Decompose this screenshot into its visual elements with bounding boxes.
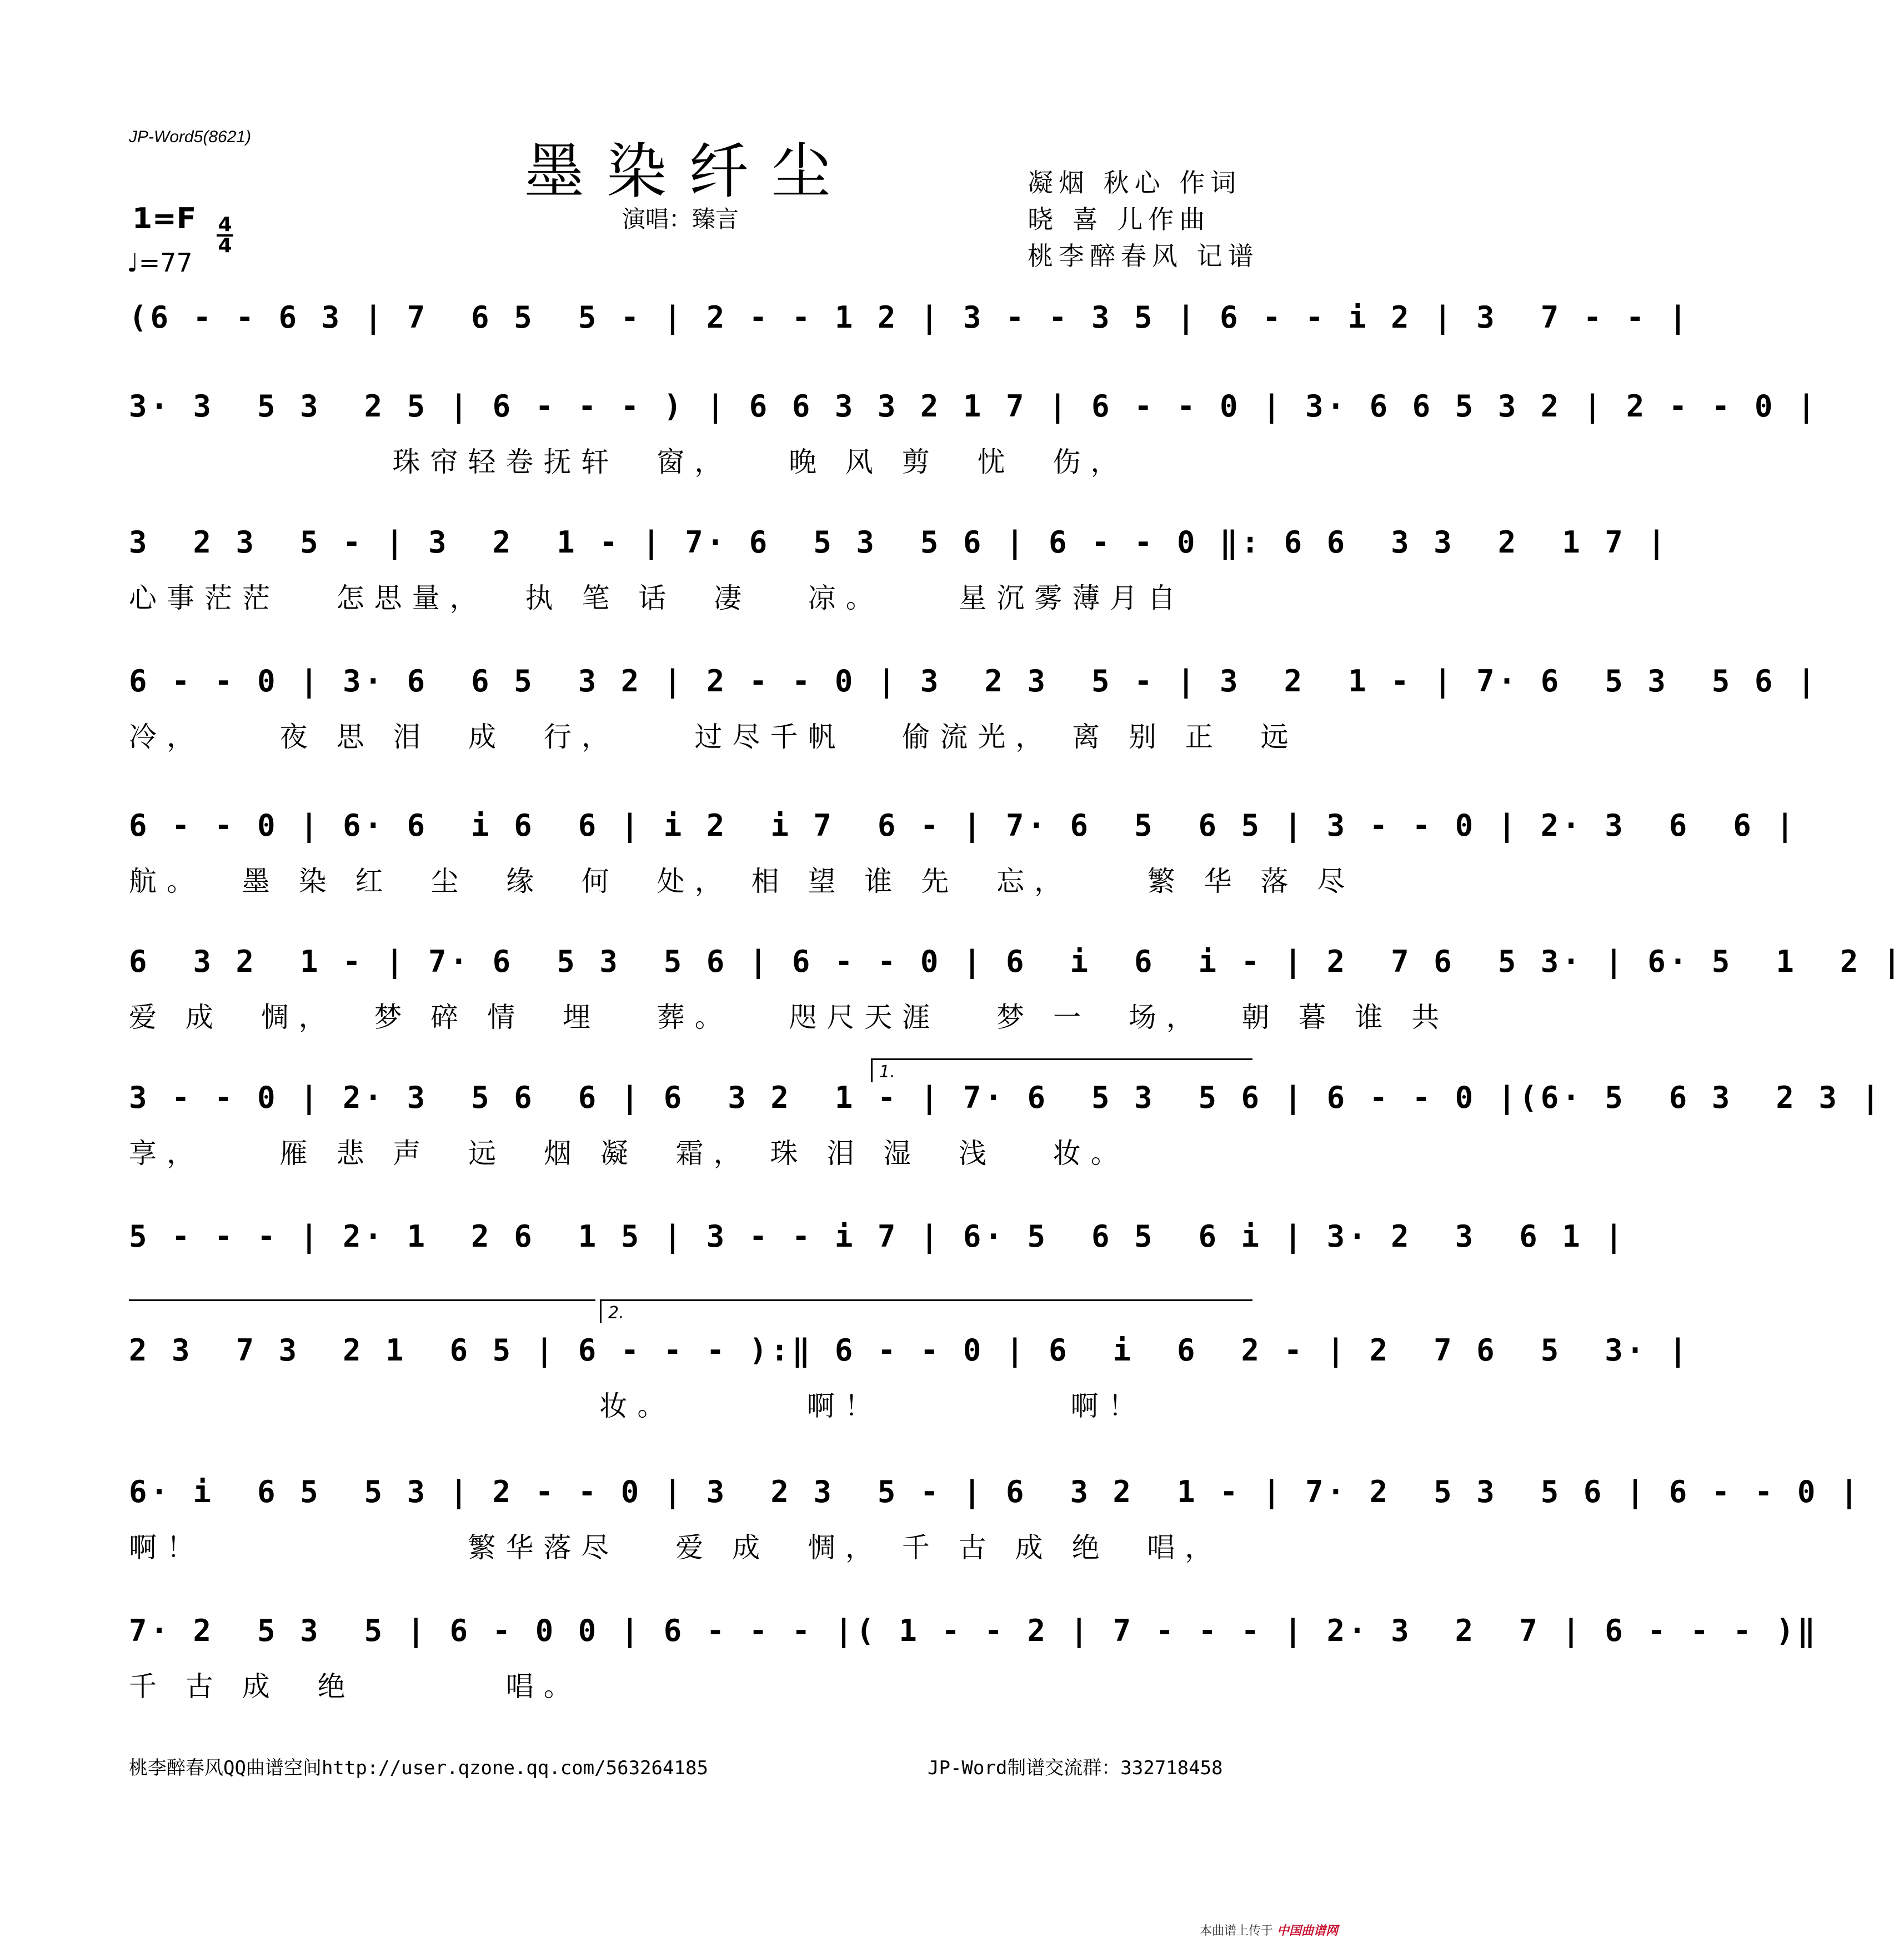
credits-block [1028,164,1259,274]
volta-2-label: 2. [608,1303,624,1323]
transcriber-credit: 桃李醉春风 记谱 [1028,241,1259,271]
notation-row: 7· 2 5 3 5 | 6 - 0 0 | 6 - - - |( 1 - - 2 | 7 - - - | 2· 3 2 7 | 6 - - - )‖ [129,1613,1819,1648]
lyric-row: 珠帘轻卷抚轩 窗， 晚 风 剪 忧 伤， [129,446,1129,478]
notation-row: 6 3 2 1 - | 7· 6 5 3 5 6 | 6 - - 0 | 6 i 6 i - | 2 7 6 5 3· | 6· 5 1 2 | [129,944,1904,979]
lyric-row: 妆。 啊！ 啊！ [129,1390,1146,1422]
notation-row: 6 - - 0 | 6· 6 i 6 6 | i 2 i 7 6 - | 7· 6 5 6 5 | 3 - - 0 | 2· 3 6 6 | [129,808,1797,843]
volta-rule [129,1299,595,1301]
time-signature-top: 4 [218,213,232,236]
volta-2 [600,1299,1252,1323]
lyricist-credit: 凝烟 秋心 作词 [1028,168,1242,198]
footer-group: JP-Word制谱交流群：332718458 [928,1757,1223,1779]
key-signature: 1=F [132,202,197,235]
lyric-row: 啊！ 繁华落尽 爱 成 惆， 千 古 成 绝 唱， [129,1532,1223,1564]
notation-row: 6 - - 0 | 3· 6 6 5 3 2 | 2 - - 0 | 3 2 3 5 - | 3 2 1 - | 7· 6 5 3 5 6 | [129,664,1819,699]
footer-website: 桃李醉春风QQ曲谱空间http://user.qzone.qq.com/563264185 [129,1757,708,1779]
notation-row: 2 3 7 3 2 1 6 5 | 6 - - - ):‖ 6 - - 0 | 6 i 6 2 - | 2 7 6 5 3· | [129,1333,1691,1368]
tempo-marking: ♩=77 [127,248,193,278]
notation-row: 6· i 6 5 5 3 | 2 - - 0 | 3 2 3 5 - | 6 3 2 1 - | 7· 2 5 3 5 6 | 6 - - 0 | [129,1474,1862,1509]
notation-row: 3· 3 5 3 2 5 | 6 - - - ) | 6 6 3 3 2 1 7 | 6 - - 0 | 3· 6 6 5 3 2 | 2 - - 0 | [129,389,1819,424]
notation-row: (6 - - 6 3 | 7 6 5 5 - | 2 - - 1 2 | 3 - - 3 5 | 6 - - i 2 | 3 7 - - | [129,300,1691,335]
site-logo: 中国曲谱网 [1277,1924,1339,1938]
volta-1 [871,1058,1252,1082]
lyric-row: 享， 雁 悲 声 远 烟 凝 霜， 珠 泪 湿 浅 妆。 [129,1137,1129,1169]
upload-stamp-text: 本曲谱上传于 [1200,1924,1274,1938]
song-title: 墨染纤尘 [524,137,853,207]
lyric-row: 心事茫茫 怎思量， 执 笔 话 凄 凉。 星沉雾薄月自 [129,582,1186,614]
notation-row: 5 - - - | 2· 1 2 6 1 5 | 3 - - i 7 | 6· 5 6 5 6 i | 3· 2 3 6 1 | [129,1219,1626,1254]
software-label: JP-Word5(8621) [129,128,252,146]
time-signature [217,215,233,255]
singer-credit: 演唱：臻言 [622,205,739,233]
time-signature-bottom: 4 [218,234,232,257]
volta-1-label: 1. [879,1062,895,1082]
composer-credit: 晓 喜 儿作曲 [1028,204,1211,234]
lyric-row: 爱 成 惆， 梦 碎 情 埋 葬。 咫尺天涯 梦 一 场， 朝 暮 谁 共 [129,1001,1450,1033]
notation-row: 3 2 3 5 - | 3 2 1 - | 7· 6 5 3 5 6 | 6 - - 0 ‖: 6 6 3 3 2 1 7 | [129,525,1669,560]
lyric-row: 千 古 成 绝 唱。 [129,1670,582,1703]
notation-row: 3 - - 0 | 2· 3 5 6 6 | 6 3 2 1 - | 7· 6 5 3 5 6 | 6 - - 0 |(6· 5 6 3 2 3 | [129,1080,1883,1115]
upload-stamp [1200,1921,1338,1939]
lyric-row: 航。 墨 染 红 尘 缘 何 处， 相 望 谁 先 忘， 繁 华 落 尽 [129,865,1355,897]
lyric-row: 冷， 夜 思 泪 成 行， 过尽千帆 偷流光， 离 别 正 远 [129,721,1299,753]
